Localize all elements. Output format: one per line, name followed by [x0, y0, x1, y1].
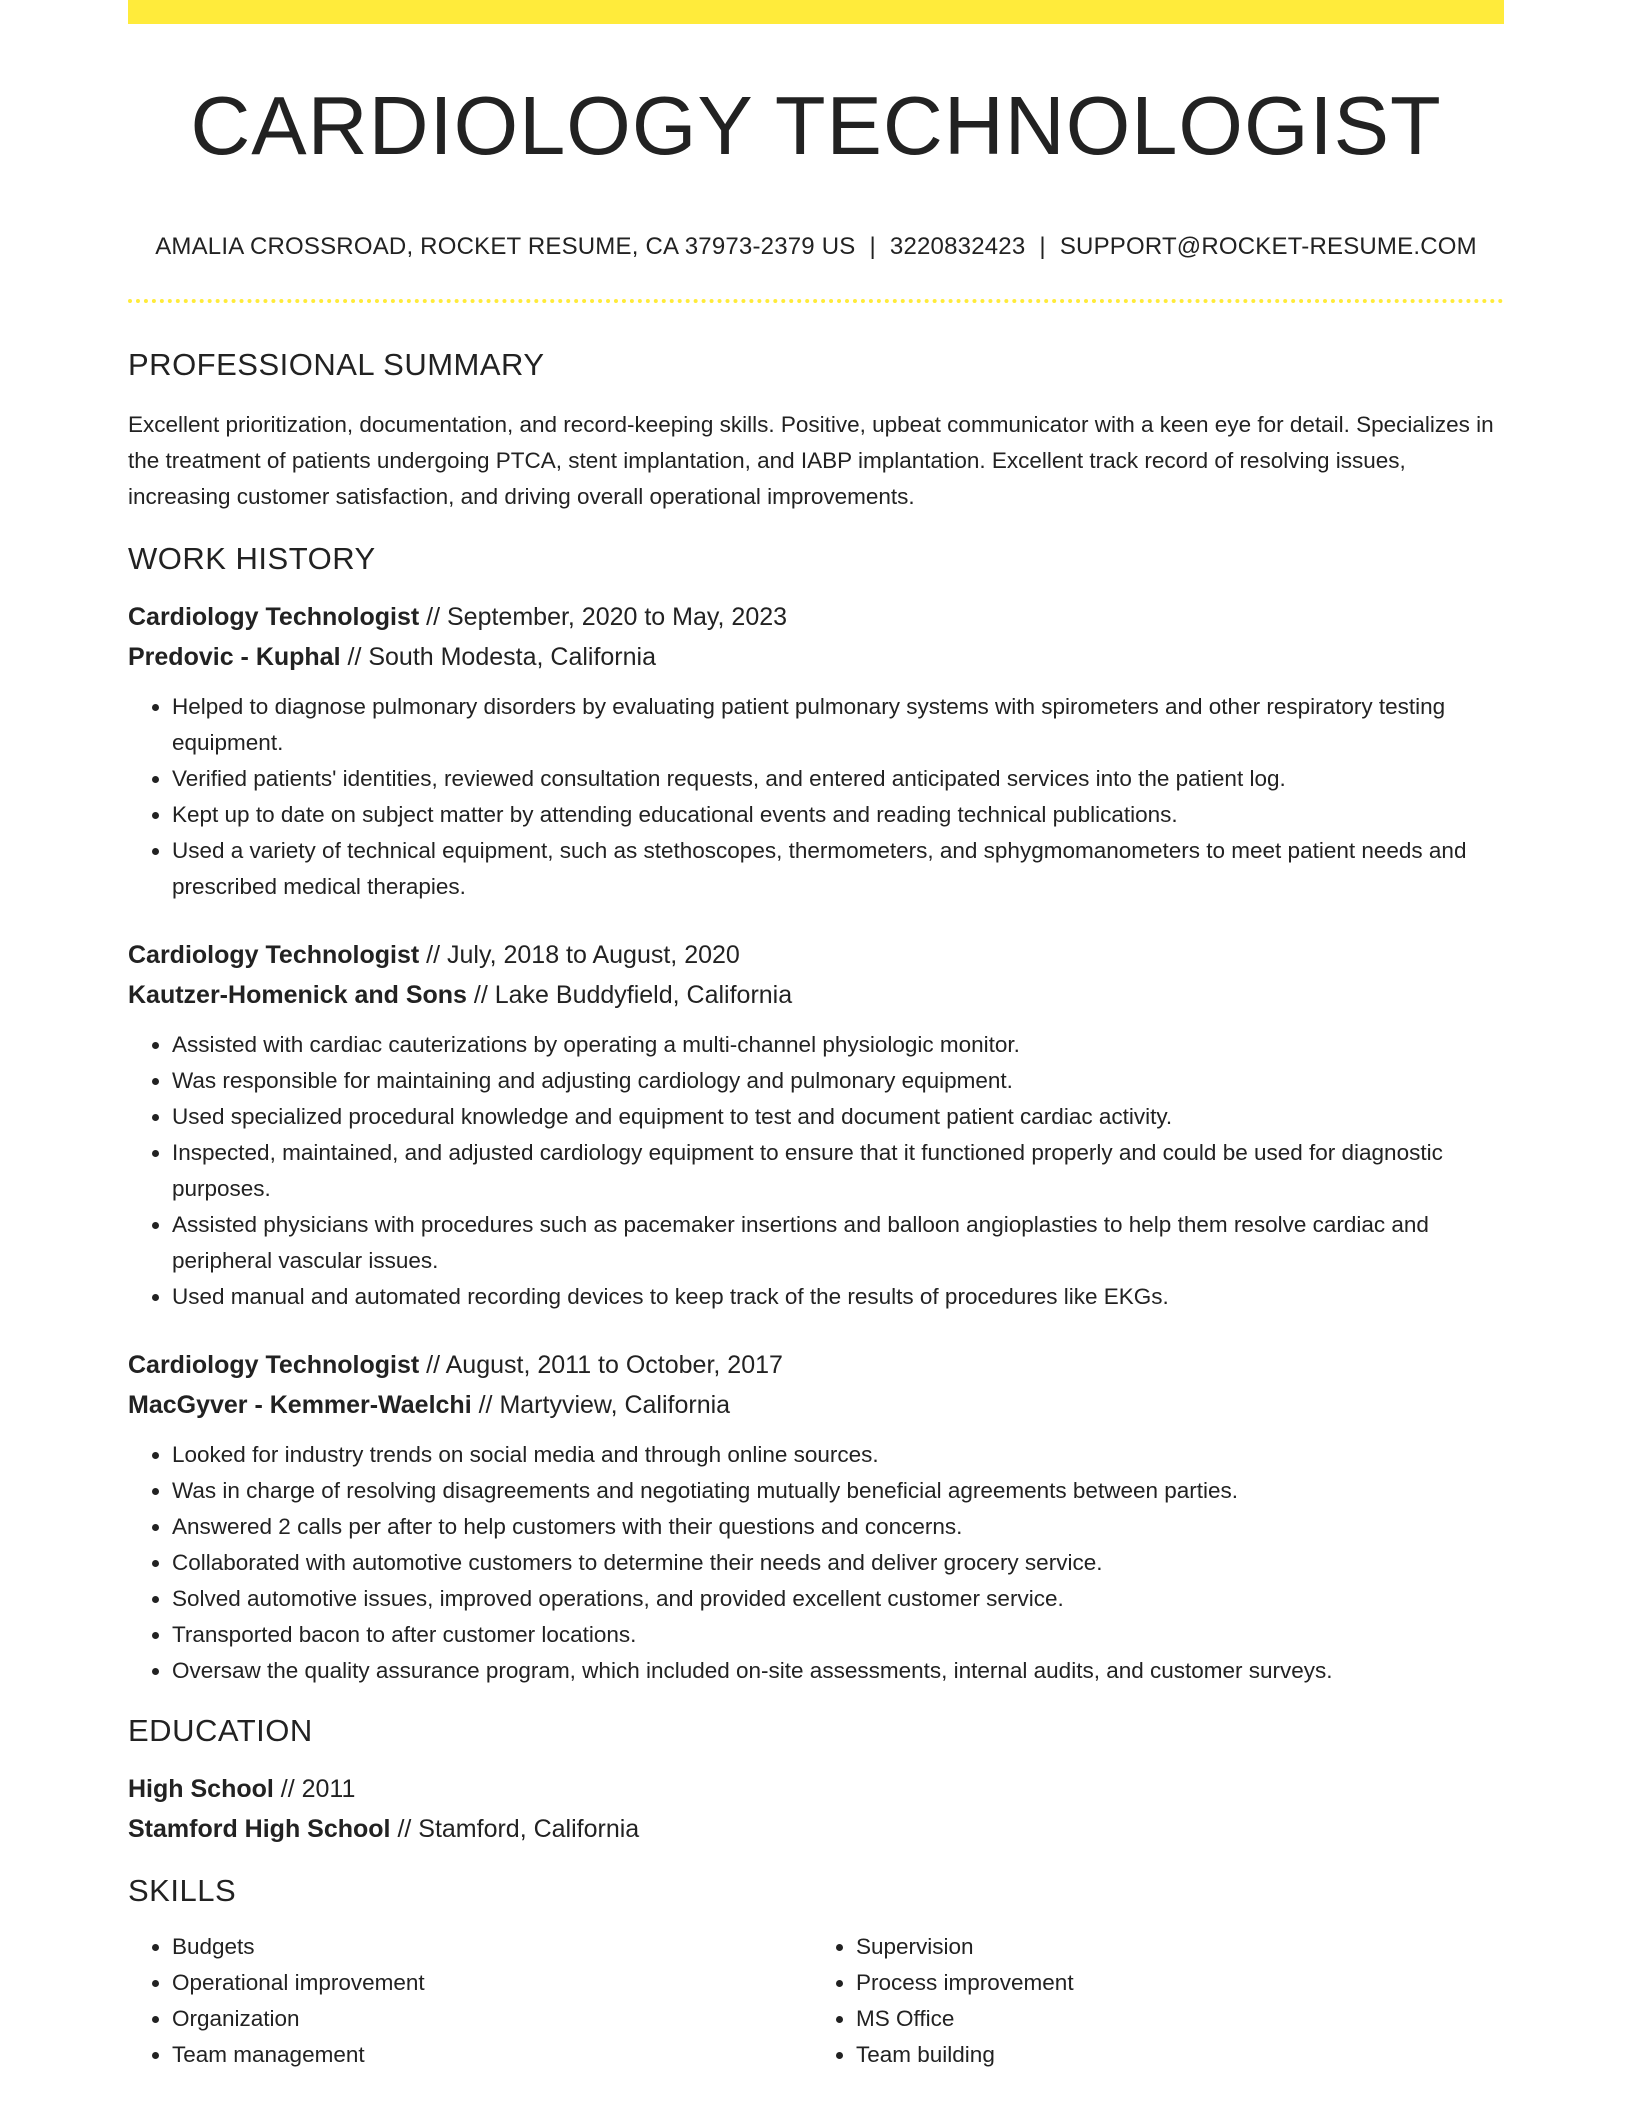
skill-item: • Team management: [172, 2037, 806, 2073]
job-bullet: • Kept up to date on subject matter by attending educational events and reading technical publications.: [172, 797, 1504, 833]
job-bullet: • Looked for industry trends on social media and through online sources.: [172, 1437, 1504, 1473]
job-location: // Lake Buddyfield, California: [466, 981, 793, 1010]
skill-item: • Process improvement: [856, 1965, 1490, 2001]
accent-top-bar: [128, 0, 1504, 24]
job-bullet: • Inspected, maintained, and adjusted cardiology equipment to ensure that it functioned properly and could be used for diagnostic purposes.: [172, 1135, 1504, 1207]
job-company-line: [128, 975, 1504, 1015]
job-dates: // September, 2020 to May, 2023: [419, 603, 788, 632]
education-heading: EDUCATION: [128, 1713, 313, 1749]
contact-address: AMALIA CROSSROAD, ROCKET RESUME, CA 37973-2379 US: [155, 233, 856, 261]
summary-text: Excellent prioritization, documentation, and record-keeping skills. Positive, upbeat communicator with a keen eye for detail. Specializes in the treatment of patients undergoing PTCA, stent implantation, and IABP implantation. Excellent track record of resolving issues, increasing customer satisfaction, and driving overall operational improvements.: [128, 412, 1494, 510]
job-dates: // July, 2018 to August, 2020: [419, 941, 740, 970]
job-company: Kautzer-Homenick and Sons: [128, 981, 467, 1010]
skills-list-left: [128, 1929, 806, 2073]
skill-item: • Organization: [172, 2001, 806, 2037]
skills-columns: [128, 1929, 1504, 2073]
job-bullet-list: [128, 689, 1504, 905]
job-bullet: • Solved automotive issues, improved operations, and provided excellent customer service.: [172, 1581, 1504, 1617]
contact-phone: 3220832423: [889, 233, 1026, 261]
skill-item: • Team building: [856, 2037, 1490, 2073]
contact-separator: |: [869, 233, 876, 261]
education-location: // Stamford, California: [390, 1815, 640, 1844]
job-bullet: • Used manual and automated recording devices to keep track of the results of procedures like EKGs.: [172, 1279, 1504, 1315]
job-title: Cardiology Technologist: [128, 603, 420, 632]
job-bullet: • Assisted physicians with procedures such as pacemaker insertions and balloon angioplasties to help them resolve cardiac and peripheral vascular issues.: [172, 1207, 1504, 1279]
education-degree-line: [128, 1769, 1504, 1809]
resume-page: [128, 0, 1504, 2073]
summary-heading: PROFESSIONAL SUMMARY: [128, 347, 545, 383]
job-entry: [128, 935, 1504, 1315]
contact-line: [128, 233, 1504, 261]
job-bullet: • Verified patients' identities, reviewed consultation requests, and entered anticipated services into the patient log.: [172, 761, 1504, 797]
job-bullet-list: [128, 1027, 1504, 1315]
job-bullet-list: [128, 1437, 1504, 1689]
skills-heading: SKILLS: [128, 1873, 237, 1909]
job-company-line: [128, 1385, 1504, 1425]
job-bullet: • Transported bacon to after customer locations.: [172, 1617, 1504, 1653]
skill-item: • Operational improvement: [172, 1965, 806, 2001]
job-bullet: • Answered 2 calls per after to help customers with their questions and concerns.: [172, 1509, 1504, 1545]
job-company-line: [128, 637, 1504, 677]
job-location: // South Modesta, California: [340, 643, 656, 672]
job-title-line: [128, 597, 1504, 637]
job-company: Predovic - Kuphal: [128, 643, 341, 672]
job-bullet: • Helped to diagnose pulmonary disorders by evaluating patient pulmonary systems with spirometers and other respiratory testing equipment.: [172, 689, 1504, 761]
job-title-line: [128, 1345, 1504, 1385]
skill-item: • MS Office: [856, 2001, 1490, 2037]
job-company: MacGyver - Kemmer-Waelchi: [128, 1391, 472, 1420]
work-history-heading: WORK HISTORY: [128, 541, 376, 577]
job-bullet: • Was responsible for maintaining and adjusting cardiology and pulmonary equipment.: [172, 1063, 1504, 1099]
education-school: Stamford High School: [128, 1815, 391, 1844]
job-bullet: • Collaborated with automotive customers to determine their needs and deliver grocery service.: [172, 1545, 1504, 1581]
skill-item: • Supervision: [856, 1929, 1490, 1965]
job-entry: [128, 1345, 1504, 1689]
job-bullet: • Used a variety of technical equipment, such as stethoscopes, thermometers, and sphygmomanometers to meet patient needs and prescribed medical therapies.: [172, 833, 1504, 905]
job-bullet: • Used specialized procedural knowledge and equipment to test and document patient cardiac activity.: [172, 1099, 1504, 1135]
contact-email: SUPPORT@ROCKET-RESUME.COM: [1059, 233, 1477, 261]
contact-separator: |: [1039, 233, 1046, 261]
job-bullet: • Oversaw the quality assurance program, which included on-site assessments, internal audits, and customer surveys.: [172, 1653, 1504, 1689]
job-dates: // August, 2011 to October, 2017: [419, 1351, 783, 1380]
skill-item: • Budgets: [172, 1929, 806, 1965]
job-bullet: • Assisted with cardiac cauterizations by operating a multi-channel physiologic monitor.: [172, 1027, 1504, 1063]
job-location: // Martyview, California: [471, 1391, 731, 1420]
job-title-line: [128, 935, 1504, 975]
job-entry: [128, 597, 1504, 905]
resume-title: CARDIOLOGY TECHNOLOGIST: [190, 79, 1442, 172]
education-degree: High School: [128, 1775, 274, 1804]
education-year: // 2011: [273, 1775, 356, 1804]
education-entry: [128, 1769, 1504, 1849]
skills-list-right: [806, 1929, 1490, 2073]
job-title: Cardiology Technologist: [128, 941, 420, 970]
dotted-divider: [128, 299, 1504, 303]
job-bullet: • Was in charge of resolving disagreements and negotiating mutually beneficial agreements between parties.: [172, 1473, 1504, 1509]
job-title: Cardiology Technologist: [128, 1351, 420, 1380]
education-school-line: [128, 1809, 1504, 1849]
